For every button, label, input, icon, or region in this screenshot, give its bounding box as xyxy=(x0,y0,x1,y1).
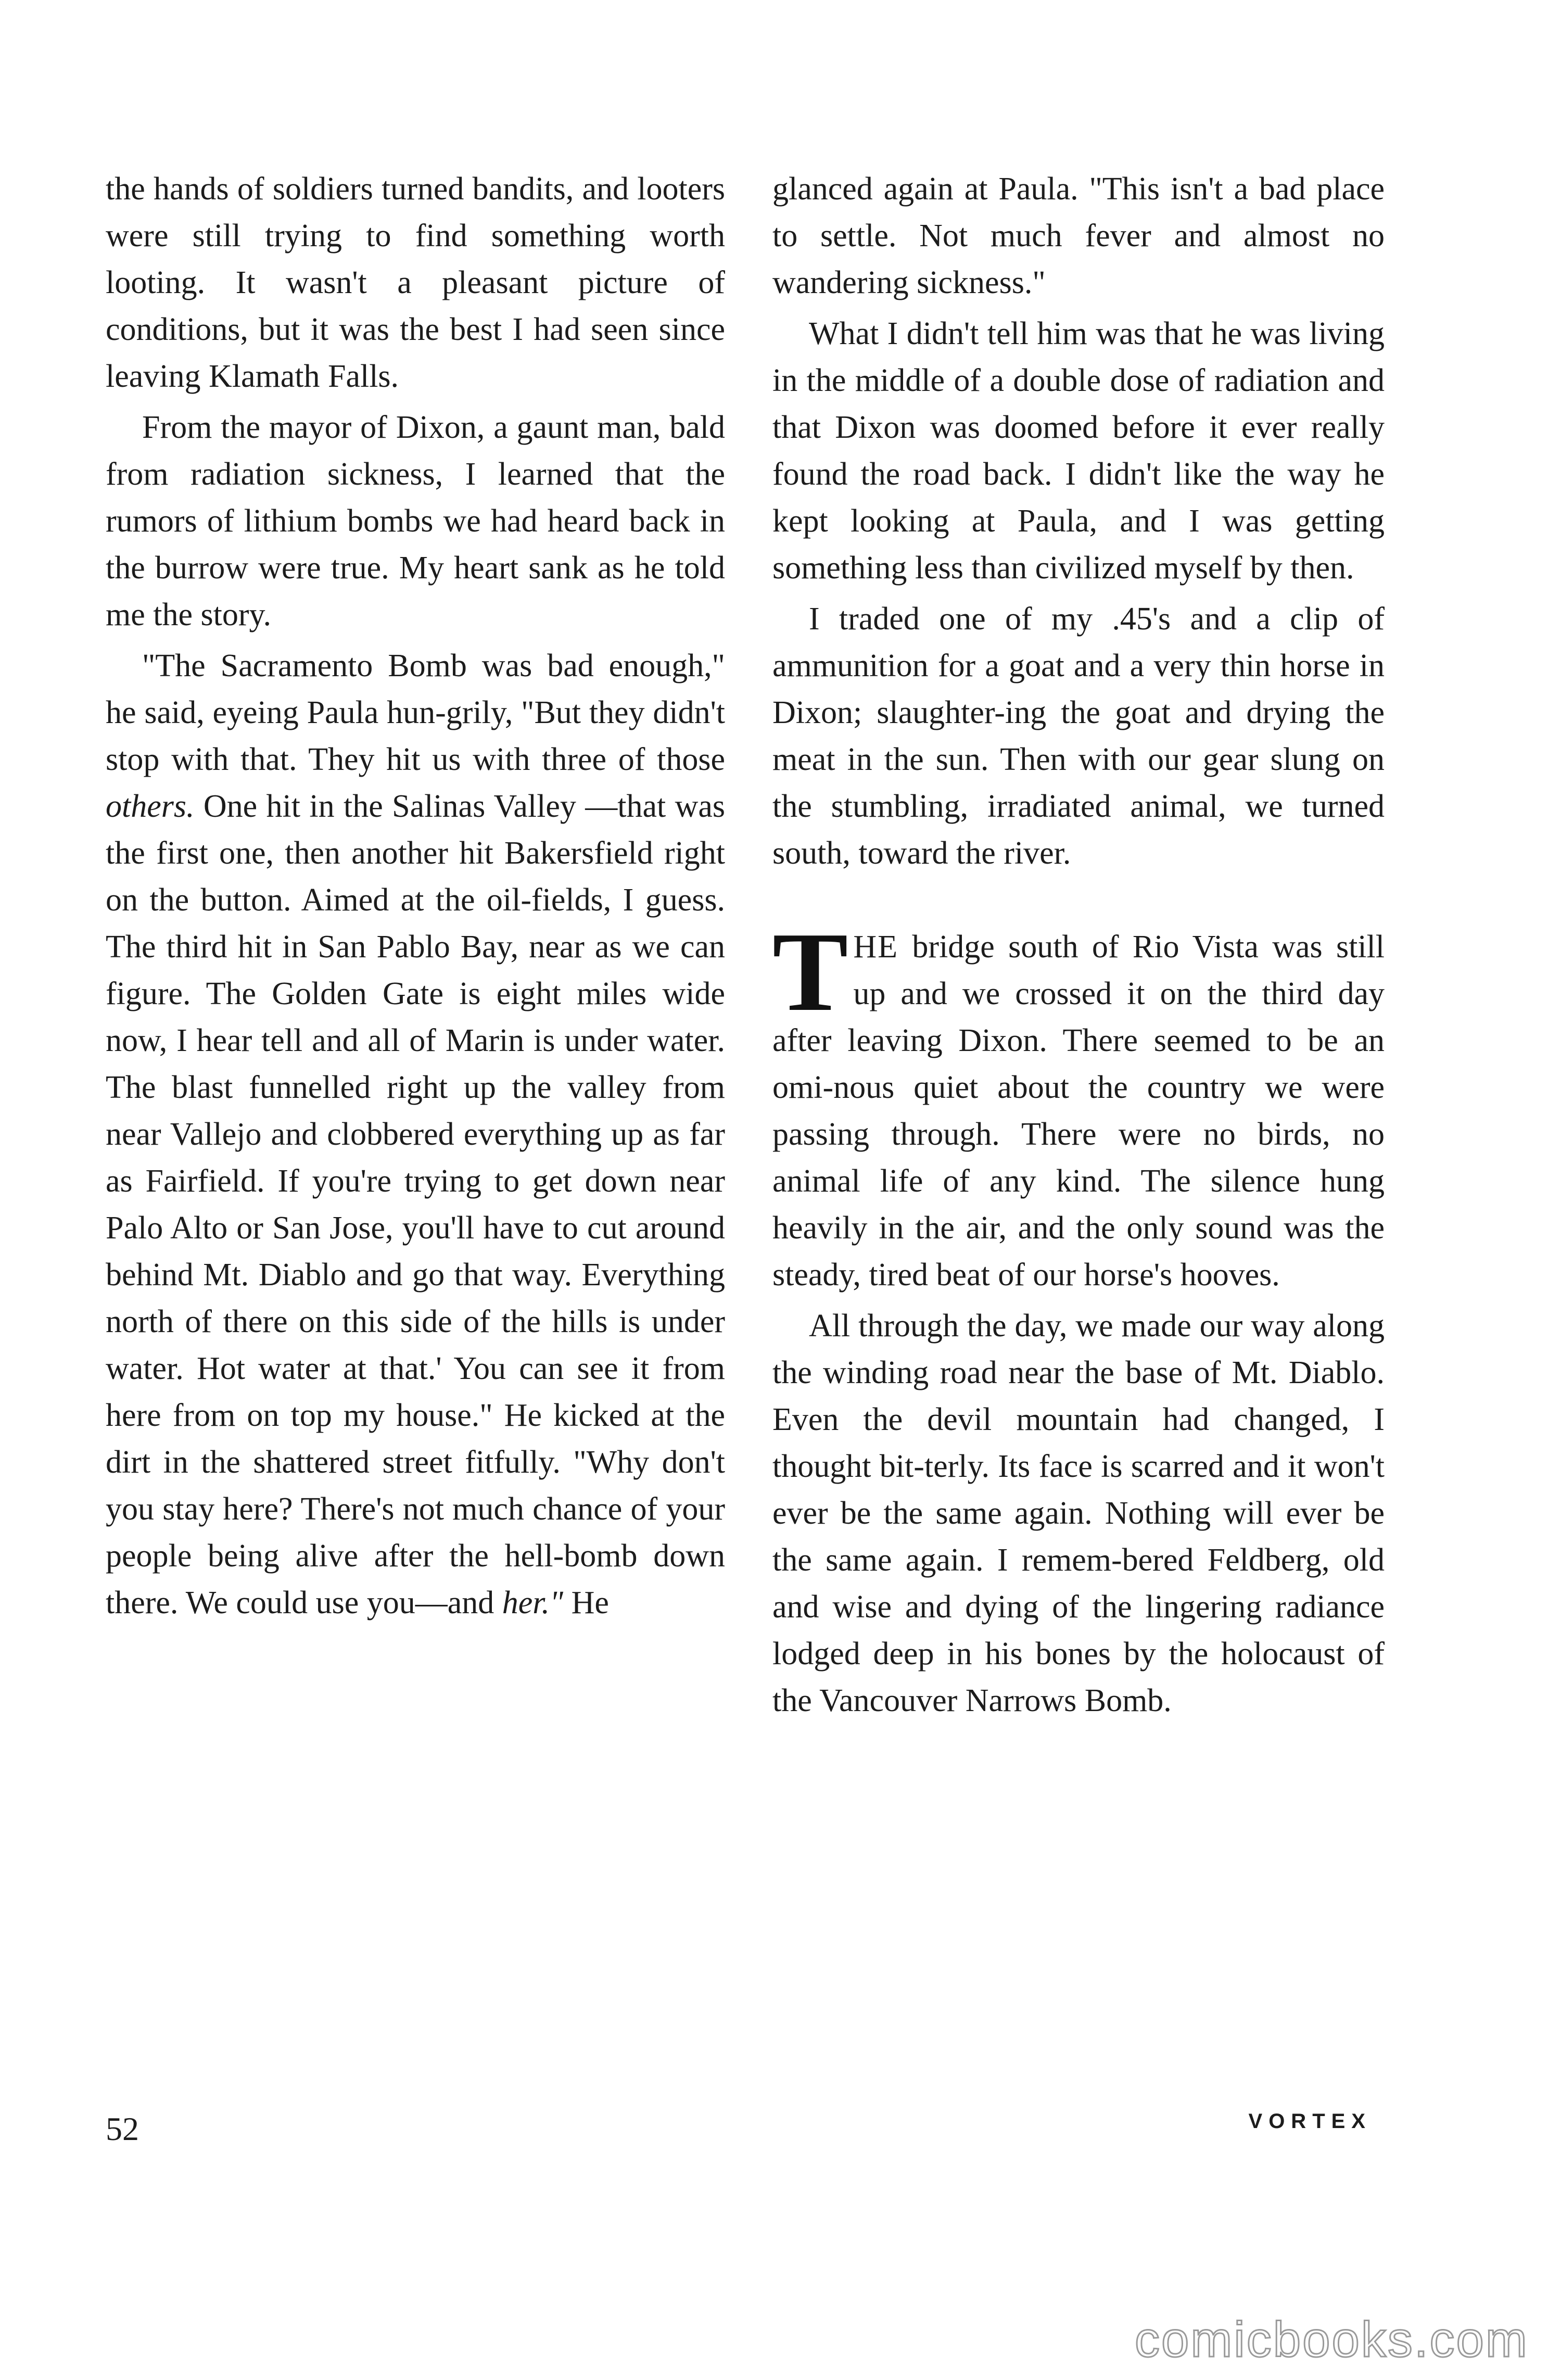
right-column xyxy=(772,166,1385,1728)
magazine-name: VORTEX xyxy=(1248,2110,1372,2133)
text-run: He xyxy=(563,1585,609,1621)
text-run: One hit in the Salinas Valley —that was the first one, then another hit Bakersfield right on the button. Aimed at the oil-fields, I guess. The third hit in San Pablo Bay, near as we can figure. The Golden Gate is eight miles wide now, I hear tell and all of Marin is under water. The blast funnelled right up the valley from near Vallejo and clobbered everything up as far as Fairfield. If you're trying to get down near Palo Alto or San Jose, you'll have to cut around behind Mt. Diablo and go that way. Everything north of there on this side of the hills is under water. Hot water at that.' You can see it from here from on top my house." He kicked at the dirt in the shattered street fitfully. "Why don't you stay here? There's not much chance of your people being alive after the hell-bomb down there. We could use you—and xyxy=(106,789,725,1621)
paragraph: What I didn't tell him was that he was living in the middle of a double dose of radiation and that Dixon was doomed before it ever really found the road back. I didn't like the way he kept looking at Paula, and I was getting something less than civilized myself by then. xyxy=(772,316,1385,586)
left-column xyxy=(106,166,725,1630)
section-paragraph xyxy=(772,909,1385,1298)
watermark: comicbooks.com xyxy=(1135,2312,1529,2368)
paragraph: All through the day, we made our way along the winding road near the base of Mt. Diablo. Even the devil mountain had changed, I thought bit-terly. Its face is scarred and it won't ever be the same again. Nothing will ever be the same again. I remem-bered Feldberg, old and wise and dying of the lingering radiance lodged deep in his bones by the holocaust of the Vancouver Narrows Bomb. xyxy=(772,1308,1385,1718)
text-run: "The Sacramento Bomb was bad enough," he said, eyeing Paula hun-grily, "But they didn't stop with that. They hit us with three of those xyxy=(106,648,725,777)
paragraph: I traded one of my .45's and a clip of ammunition for a goat and a very thin horse in Dixon; slaughter-ing the goat and drying the meat in the sun. Then with our gear slung on the stumbling, irradiated animal, we turned south, toward the river. xyxy=(772,601,1385,871)
paragraph: glanced again at Paula. "This isn't a bad place to settle. Not much fever and almost no wandering sickness." xyxy=(772,171,1385,300)
italic-text: her." xyxy=(502,1585,564,1621)
page-number: 52 xyxy=(106,2110,139,2147)
paragraph: From the mayor of Dixon, a gaunt man, bald from radiation sickness, I learned that the rumors of lithium bombs we had heard back in the burrow were true. My heart sank as he told me the story. xyxy=(106,410,725,632)
italic-text: others. xyxy=(106,789,195,824)
drop-cap: T xyxy=(772,909,848,1035)
text-run: bridge south of Rio Vista was still up and we crossed it on the third day after leaving Dixon. There seemed to be an omi-nous quiet about the country we were passing through. There were no birds, no animal life of any kind. The silence hung heavily in the air, and the only sound was the steady, tired beat of our horse's hooves. xyxy=(772,929,1385,1293)
lead-caps: HE xyxy=(853,929,899,965)
paragraph: the hands of soldiers turned bandits, and looters were still trying to find something worth looting. It wasn't a pleasant picture of conditions, but it was the best I had seen since leaving Klamath Falls. xyxy=(106,171,725,394)
paragraph xyxy=(106,642,725,1626)
